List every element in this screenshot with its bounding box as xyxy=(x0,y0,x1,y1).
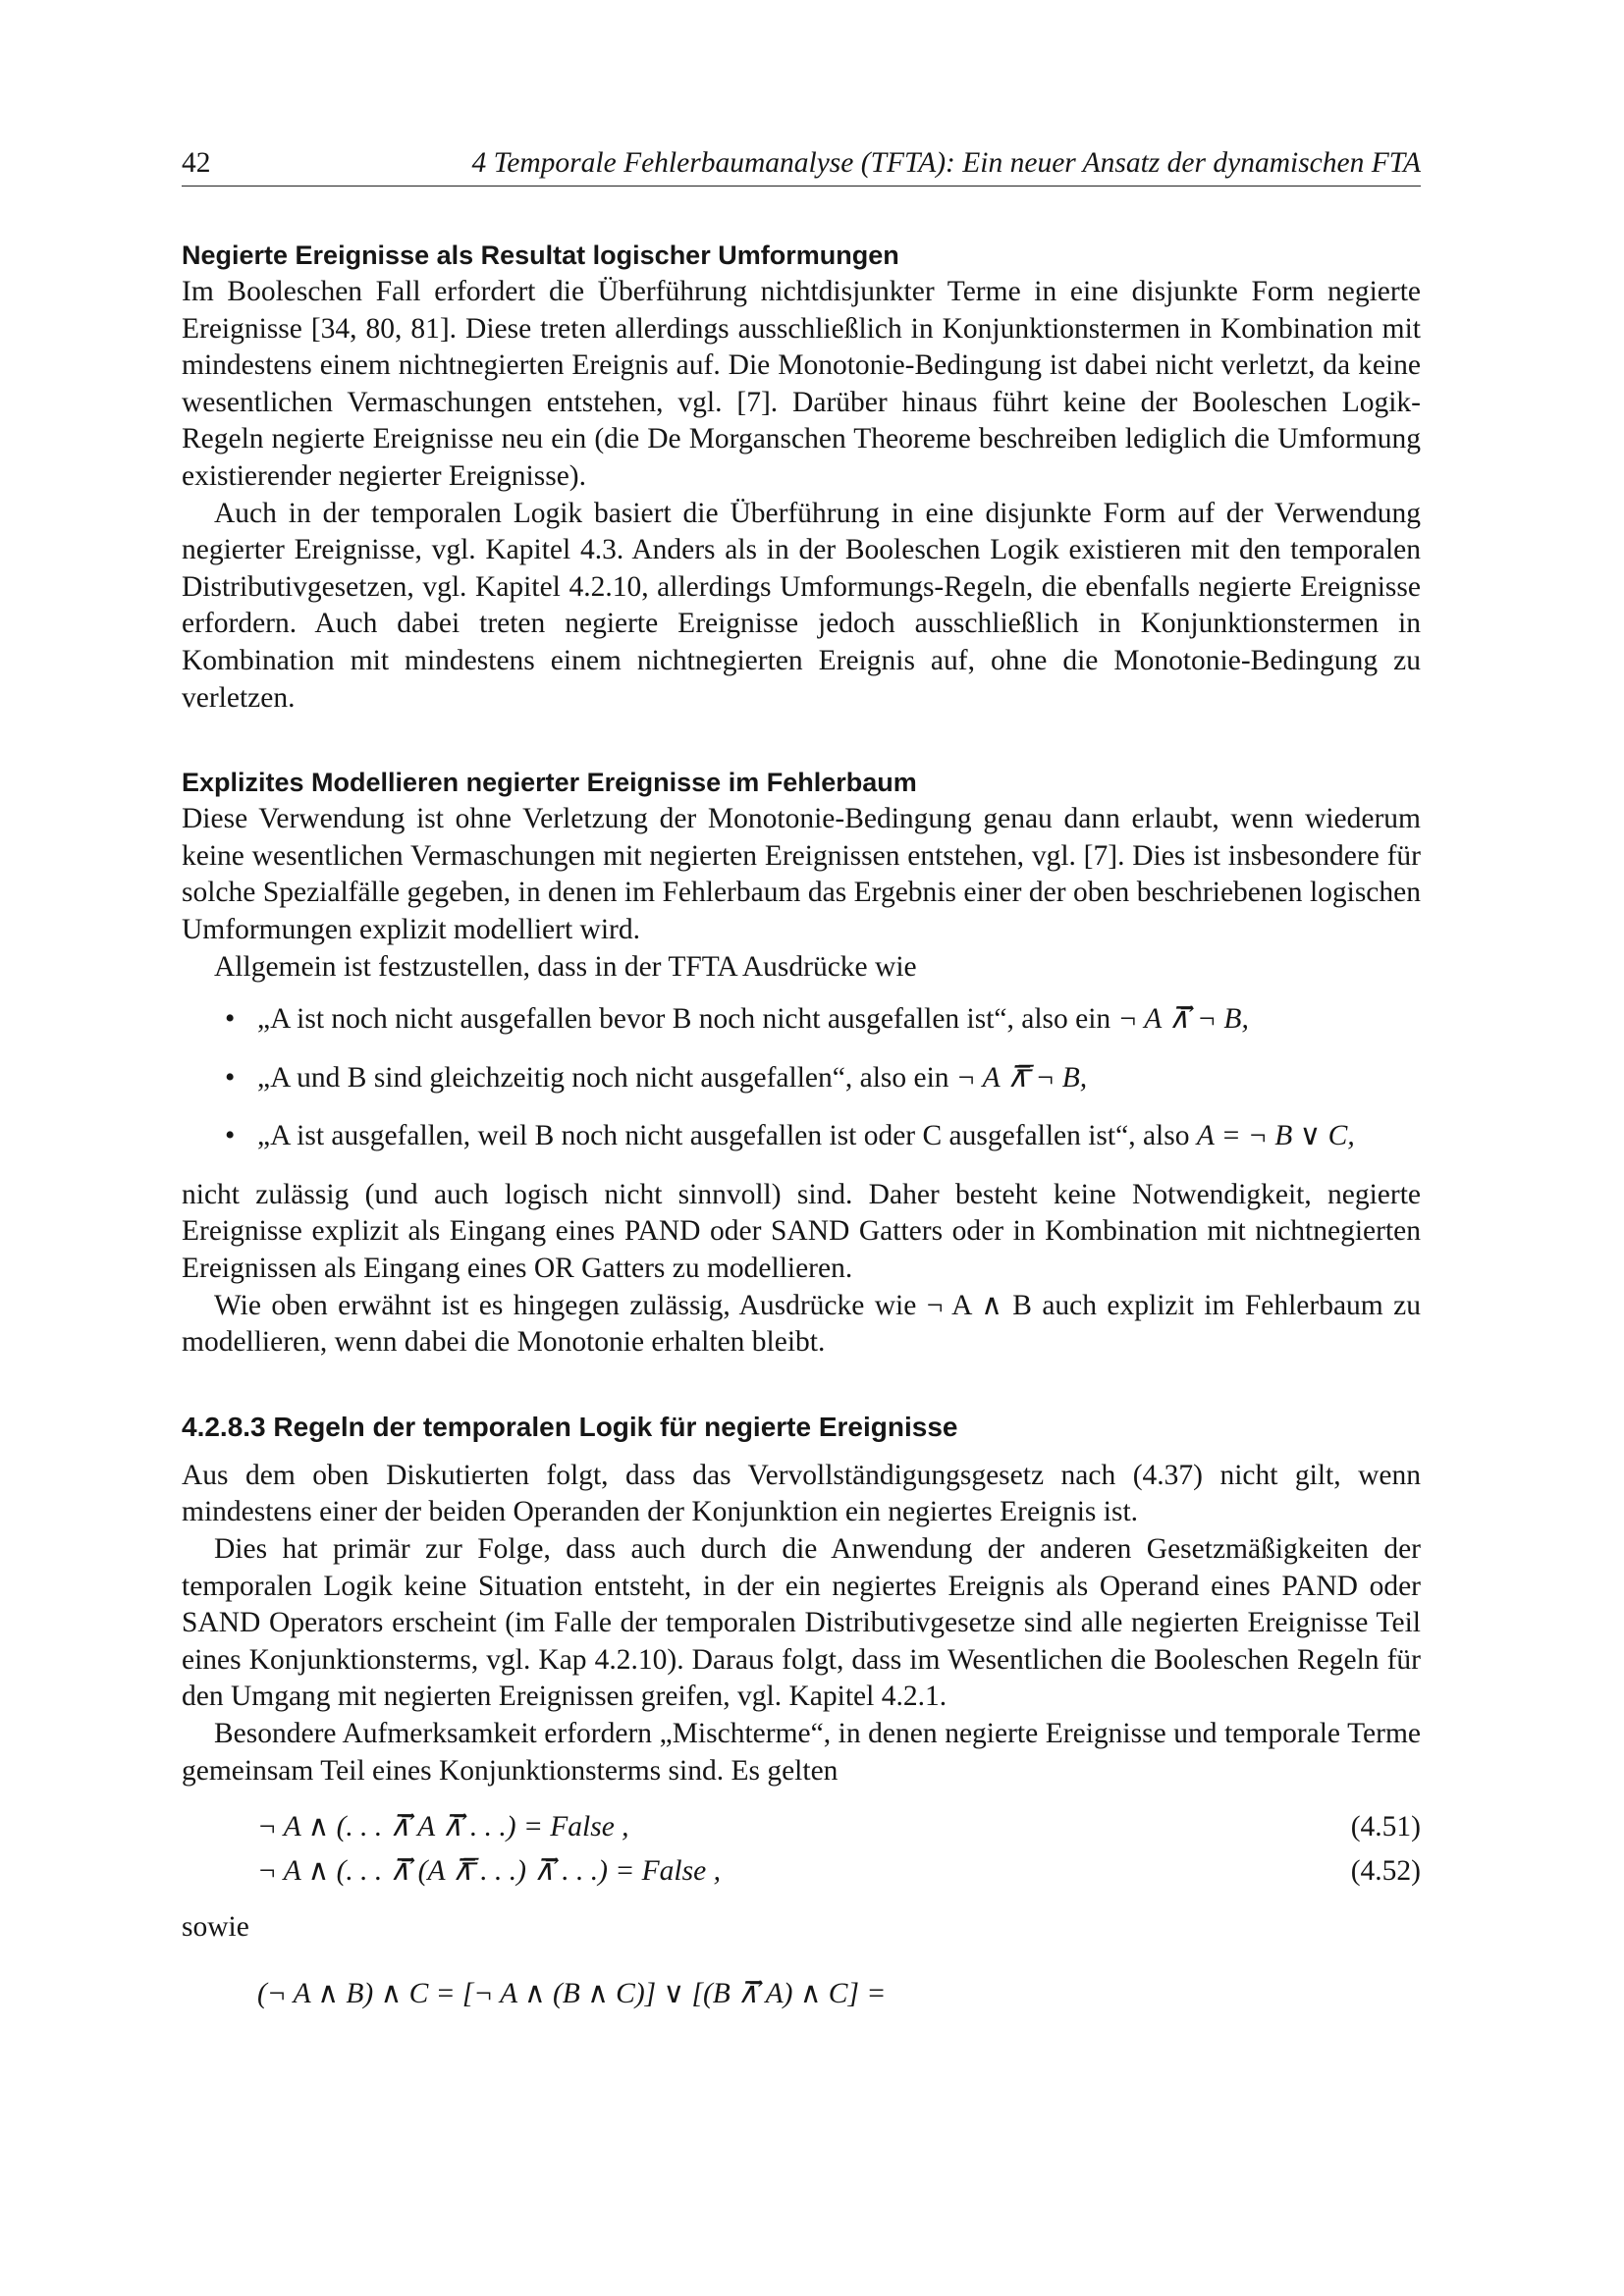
bullet-list xyxy=(182,1001,1421,1155)
section-heading-explicit-modelling: Explizites Modellieren negierter Ereignisse im Fehlerbaum xyxy=(182,768,917,798)
equation-row xyxy=(182,1849,1421,1894)
equation-formula: ¬ A ∧ (. . . ⊼⃗ (A ⊼̿ . . .) ⊼⃗ . . .) = False , xyxy=(257,1855,721,1888)
list-item-formula: A = ¬ B ∨ C, xyxy=(1196,1120,1355,1152)
paragraph: nicht zulässig (und auch logisch nicht sinnvoll) sind. Daher besteht keine Notwendigkeit, negierte Ereignisse explizit als Eingang eines PAND oder SAND Gatters oder in Kombination mit nichtnegierten Ereignissen als Eingang eines OR Gatters zu modellieren. xyxy=(182,1178,1421,1285)
equation-number: (4.52) xyxy=(1350,1855,1421,1888)
paragraph: Diese Verwendung ist ohne Verletzung der Monotonie-Bedingung genau dann erlaubt, wenn wiederum keine wesentlichen Vermaschungen mit negierten Ereignissen entstehen, vgl. [7]. Dies ist insbesondere für solche Spezialfälle gegeben, in denen im Fehlerbaum das Ergebnis einer der oben beschriebenen logischen Umformungen explizit modelliert wird. xyxy=(182,803,1421,945)
paragraph: Allgemein ist festzustellen, dass in der TFTA Ausdrücke wie xyxy=(214,950,917,983)
paragraph: Wie oben erwähnt ist es hingegen zulässig, Ausdrücke wie ¬ A ∧ B auch explizit im Fehlerbaum zu modellieren, wenn dabei die Monotonie erhalten bleibt. xyxy=(182,1289,1421,1359)
equation-formula: ¬ A ∧ (. . . ⊼⃗ A ⊼⃗ . . .) = False , xyxy=(257,1811,629,1843)
bullet-icon: • xyxy=(225,1003,236,1036)
list-item-text: „A ist ausgefallen, weil B noch nicht ausgefallen ist oder C ausgefallen ist“, also xyxy=(257,1120,1190,1152)
equation-row xyxy=(182,1805,1421,1849)
paragraph: Im Booleschen Fall erfordert die Überführung nichtdisjunkter Terme in eine disjunkte Form negierte Ereignisse [34, 80, 81]. Diese treten allerdings ausschließlich in Konjunktionstermen in Kombination mit mindestens einem nichtnegierten Ereignis auf. Die Monotonie-Bedingung ist dabei nicht verletzt, da keine wesentlichen Vermaschungen entstehen, vgl. [7]. Darüber hinaus führt keine der Booleschen Logik-Regeln negierte Ereignisse neu ein (die De Morganschen Theoreme beschreiben lediglich die Umformung existierender negierter Ereignisse). xyxy=(182,276,1421,492)
paragraph: Dies hat primär zur Folge, dass auch durch die Anwendung der anderen Gesetzmäßigkeiten der temporalen Logik keine Situation entsteht, in der ein negiertes Ereignis als Operand eines PAND oder SAND Operators erscheint (im Falle der temporalen Distributivgesetze sind alle negierten Ereignisse Teil eines Konjunktionsterms, vgl. Kap 4.2.10). Daraus folgt, dass im Wesentlichen die Booleschen Regeln für den Umgang mit negierten Ereignissen greifen, vgl. Kapitel 4.2.1. xyxy=(182,1533,1421,1713)
page-number: 42 xyxy=(182,147,211,179)
paragraph: Aus dem oben Diskutierten folgt, dass das Vervollständigungsgesetz nach (4.37) nicht gilt, wenn mindestens einer der beiden Operanden der Konjunktion ein negiertes Ereignis ist. xyxy=(182,1459,1421,1528)
section-heading-negated-events-transformations: Negierte Ereignisse als Resultat logischer Umformungen xyxy=(182,240,899,270)
equation-number: (4.51) xyxy=(1350,1811,1421,1843)
equation-block xyxy=(182,1805,1421,1894)
bullet-icon: • xyxy=(225,1120,236,1152)
list-item-text: „A ist noch nicht ausgefallen bevor B noch nicht ausgefallen ist“, also ein xyxy=(257,1003,1111,1036)
paragraph: sowie xyxy=(182,1911,249,1944)
page-content xyxy=(182,145,1421,2016)
list-item-formula: ¬ A ⊼⃗ ¬ B, xyxy=(1117,1003,1249,1036)
paragraph: Auch in der temporalen Logik basiert die Überführung in eine disjunkte Form auf der Verwendung negierter Ereignisse, vgl. Kapitel 4.3. Anders als in der Booleschen Logik existieren mit den temporalen Distributivgesetzen, vgl. Kapitel 4.2.10, allerdings Umformungs-Regeln, die ebenfalls negierte Ereignisse erfordern. Auch dabei treten negierte Ereignisse jedoch ausschließlich in Konjunktionstermen in Kombination mit mindestens einem nichtnegierten Ereignis auf, ohne die Monotonie-Bedingung zu verletzen. xyxy=(182,497,1421,714)
equation-formula-unnumbered: (¬ A ∧ B) ∧ C = [¬ A ∧ (B ∧ C)] ∨ [(B ⊼⃗ A) ∧ C] = xyxy=(257,1977,887,2009)
list-item xyxy=(182,1060,1421,1097)
running-header xyxy=(182,145,1421,187)
list-item xyxy=(182,1001,1421,1039)
bullet-icon: • xyxy=(225,1061,236,1094)
subsection-heading-rules-negated-events: 4.2.8.3 Regeln der temporalen Logik für negierte Ereignisse xyxy=(182,1411,958,1442)
chapter-title: 4 Temporale Fehlerbaumanalyse (TFTA): Ein neuer Ansatz der dynamischen FTA xyxy=(471,147,1421,179)
list-item-formula: ¬ A ⊼̿ ¬ B, xyxy=(955,1061,1088,1094)
list-item-text: „A und B sind gleichzeitig noch nicht ausgefallen“, also ein xyxy=(257,1061,949,1094)
list-item xyxy=(182,1118,1421,1155)
paragraph: Besondere Aufmerksamkeit erfordern „Mischterme“, in denen negierte Ereignisse und temporale Terme gemeinsam Teil eines Konjunktionsterms sind. Es gelten xyxy=(182,1718,1421,1787)
